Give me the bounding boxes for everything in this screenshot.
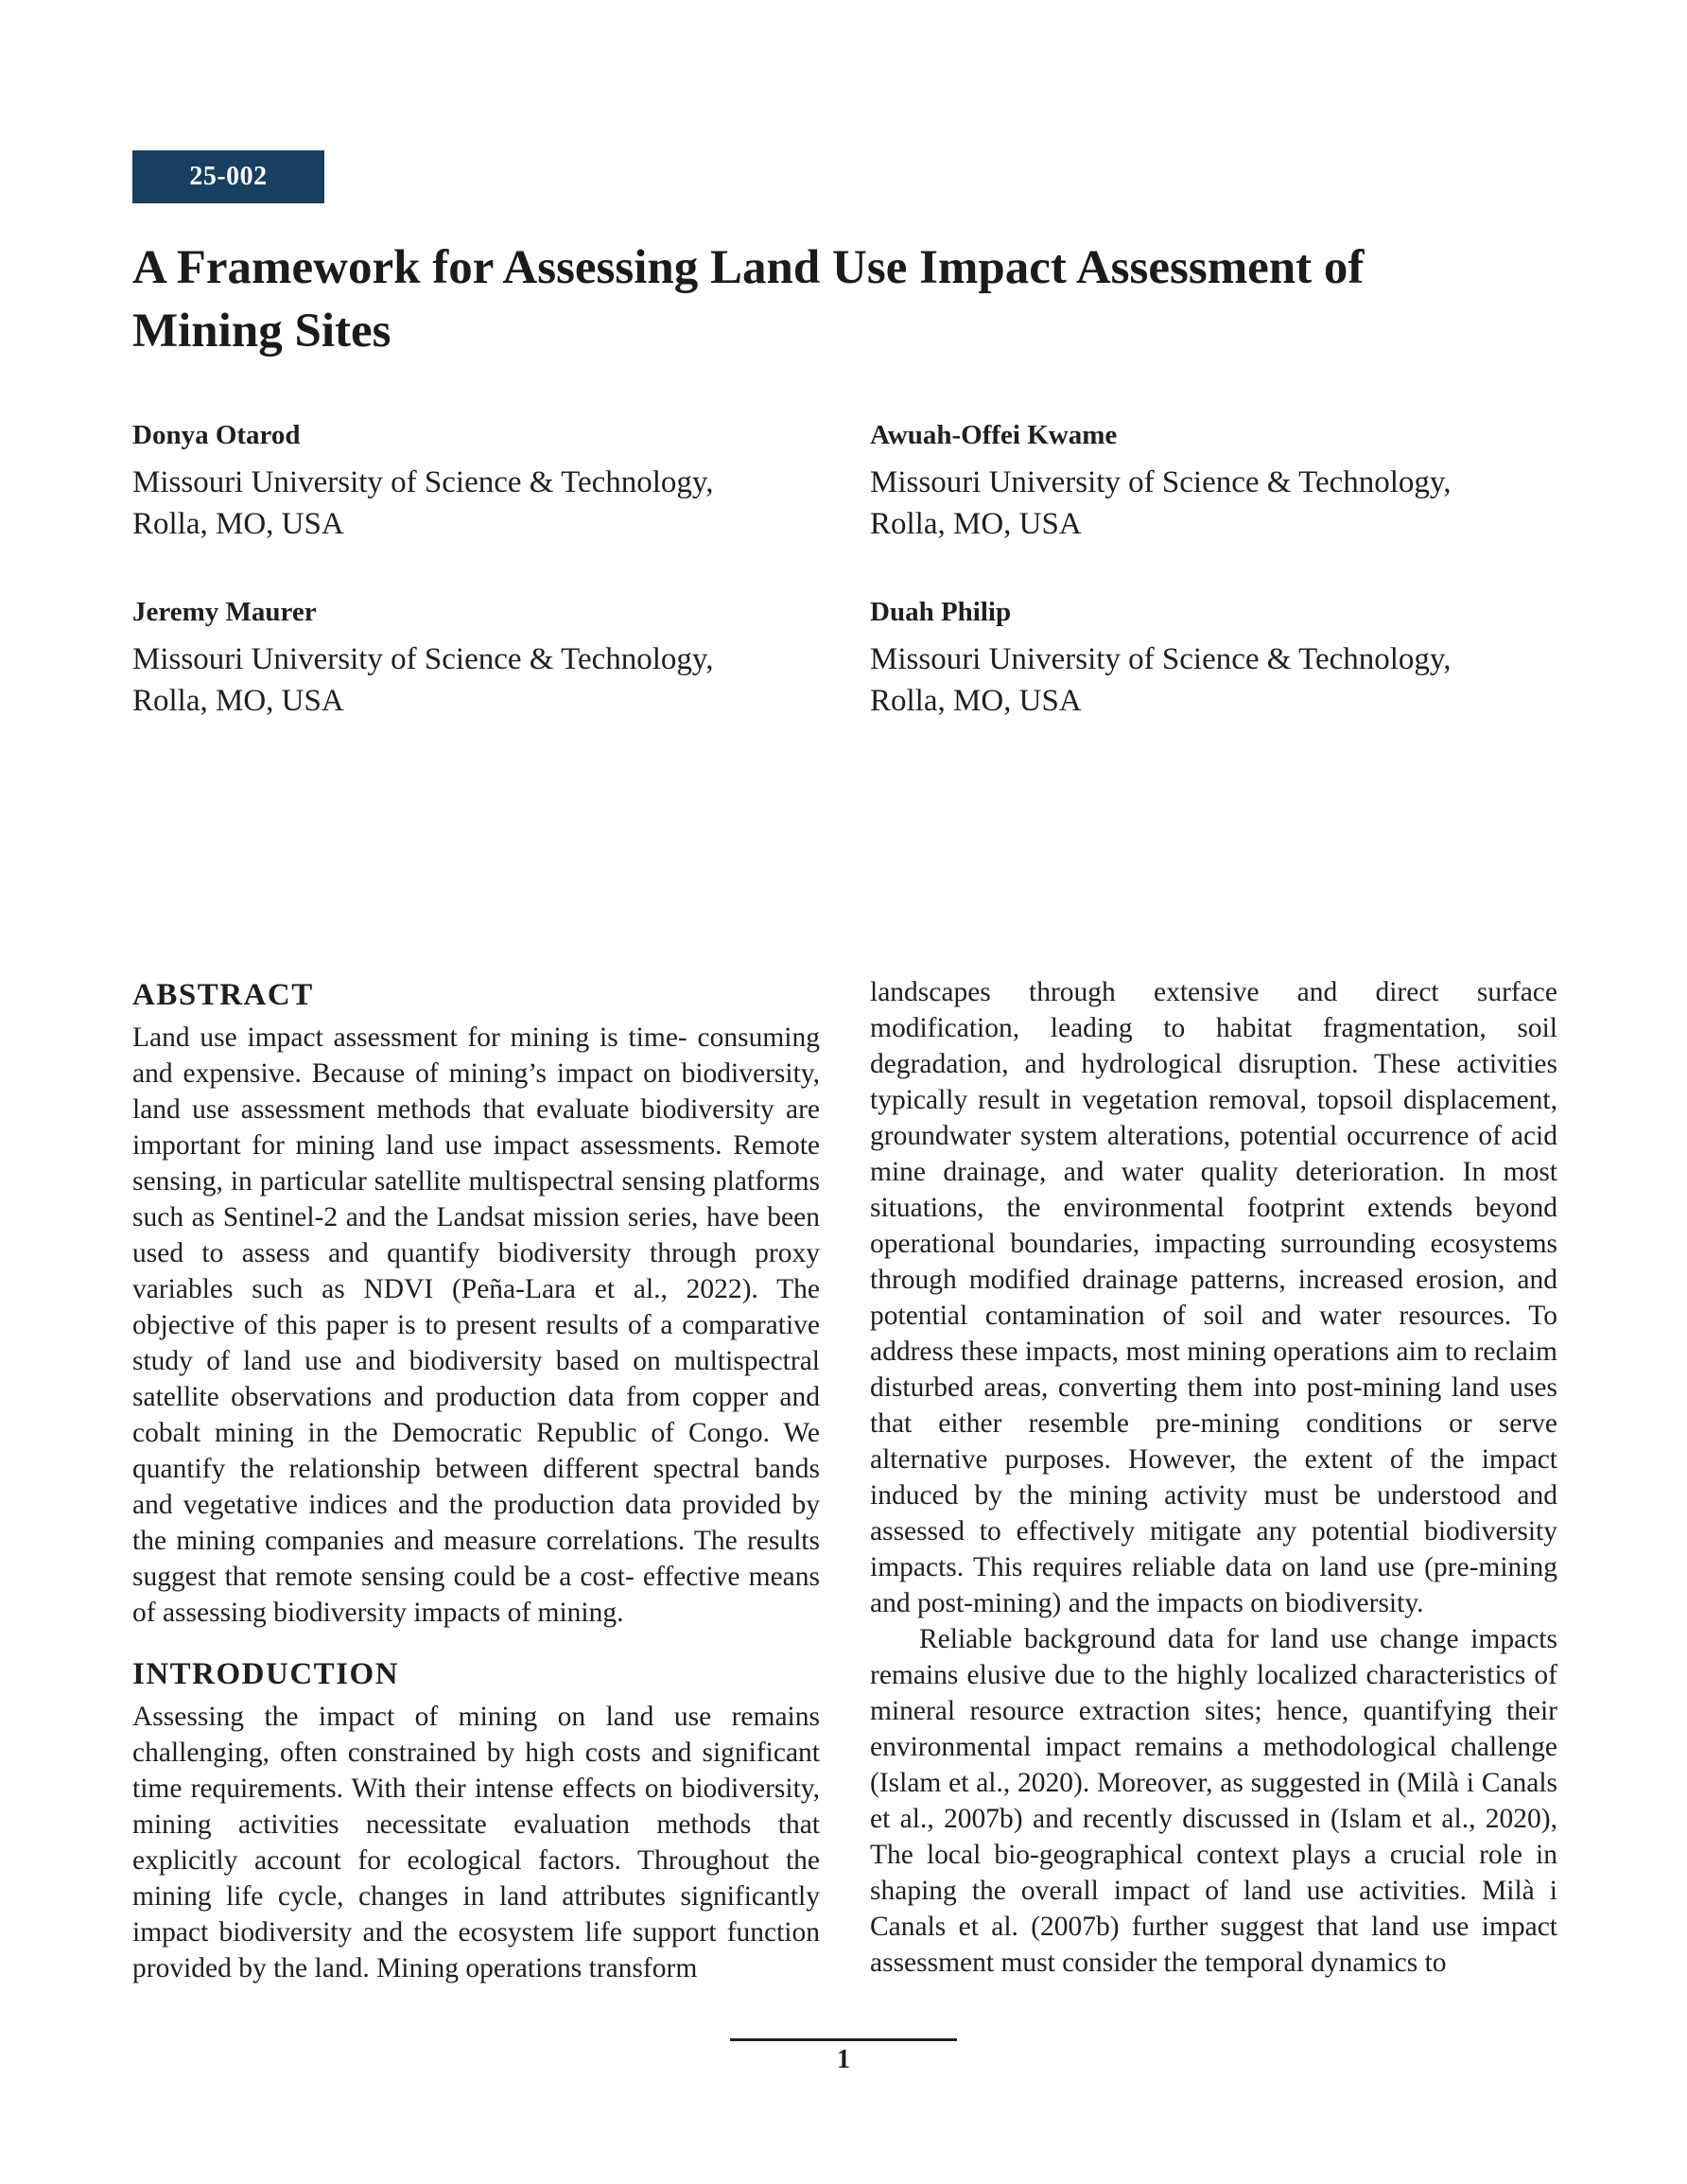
affiliation-line: Rolla, MO, USA: [132, 507, 344, 541]
author-affiliation: [132, 638, 813, 722]
author-block: [132, 416, 813, 545]
affiliation-line: Rolla, MO, USA: [870, 507, 1082, 541]
affiliation-line: Rolla, MO, USA: [870, 684, 1082, 718]
introduction-heading: INTRODUCTION: [132, 1657, 400, 1691]
author-block: [132, 593, 813, 722]
author-block: [870, 416, 1551, 545]
affiliation-line: Missouri University of Science & Technology,: [132, 642, 714, 676]
section-gap: [132, 1631, 820, 1653]
left-column: [132, 974, 820, 1986]
affiliation-line: Rolla, MO, USA: [132, 684, 344, 718]
footer-rule: [730, 2038, 957, 2041]
abstract-heading: ABSTRACT: [132, 978, 314, 1012]
author-affiliation: [870, 462, 1551, 545]
author-affiliation: [132, 462, 813, 545]
abstract-text: Land use impact assessment for mining is time- consuming and expensive. Because of mining’s impact on biodiversity, land use assessment methods that evaluate biodiversity are important for mining land use impact assessments. Remote sensing, in particular satellite multispectral sensing platforms such as Sentinel-2 and the Landsat mission series, have been used to assess and quantify biodiversity through proxy variables such as NDVI (Peña-Lara et al., 2022). The objective of this paper is to present results of a comparative study of land use and biodiversity based on multispectral satellite observations and production data from copper and cobalt mining in the Democratic Republic of Congo. We quantify the relationship between different spectral bands and vegetative indices and the production data provided by the mining companies and measure correlations. The results suggest that remote sensing could be a cost- effective means of assessing biodiversity impacts of mining.: [132, 1022, 820, 1628]
author-name: Awuah-Offei Kwame: [870, 420, 1118, 450]
affiliation-line: Missouri University of Science & Technology,: [132, 465, 714, 499]
affiliation-line: Missouri University of Science & Technology,: [870, 465, 1452, 499]
introduction-paragraph: Assessing the impact of mining on land use remains challenging, often constrained by high costs and significant time requirements. With their intense effects on biodiversity, mining activities necessitate evaluation methods that explicitly account for ecological factors. Throughout the mining life cycle, changes in land attributes significantly impact biodiversity and the ecosystem life support function provided by the land. Mining operations transform: [132, 1702, 820, 1983]
author-affiliation: [870, 638, 1551, 722]
introduction-paragraph: Reliable background data for land use change impacts remains elusive due to the highly localized characteristics of mineral resource extraction sites; hence, quantifying their environmental impact remains a methodological challenge (Islam et al., 2020). Moreover, as suggested in (Milà i Canals et al., 2007b) and recently discussed in (Islam et al., 2020), The local bio-geographical context plays a crucial role in shaping the overall impact of land use activities. Milà i Canals et al. (2007b) further suggest that land use impact assessment must consider the temporal dynamics to: [870, 1624, 1557, 1978]
author-name: Duah Philip: [870, 597, 1012, 627]
introduction-paragraph-continued: landscapes through extensive and direct surface modification, leading to habitat fragmentation, soil degradation, and hydrological disruption. These activities typically result in vegetation removal, topsoil displacement, groundwater system alterations, potential occurrence of acid mine drainage, and water quality deterioration. In most situations, the environmental footprint extends beyond operational boundaries, impacting surrounding ecosystems through modified drainage patterns, increased erosion, and potential contamination of soil and water resources. To address these impacts, most mining operations aim to reclaim disturbed areas, converting them into post-mining land uses that either resemble pre-mining conditions or serve alternative purposes. However, the extent of the impact induced by the mining activity must be understood and assessed to effectively mitigate any potential biodiversity impacts. This requires reliable data on land use (pre-mining and post-mining) and the impacts on biodiversity.: [870, 977, 1557, 1618]
page-number: 1: [837, 2045, 850, 2074]
right-column: [870, 974, 1557, 1981]
paper-title: A Framework for Assessing Land Use Impact Assessment of Mining Sites: [132, 241, 1365, 358]
author-name: Jeremy Maurer: [132, 597, 317, 627]
paper-id-badge: 25-002: [132, 150, 324, 203]
author-name: Donya Otarod: [132, 420, 301, 450]
author-block: [870, 593, 1551, 722]
affiliation-line: Missouri University of Science & Technology,: [870, 642, 1452, 676]
